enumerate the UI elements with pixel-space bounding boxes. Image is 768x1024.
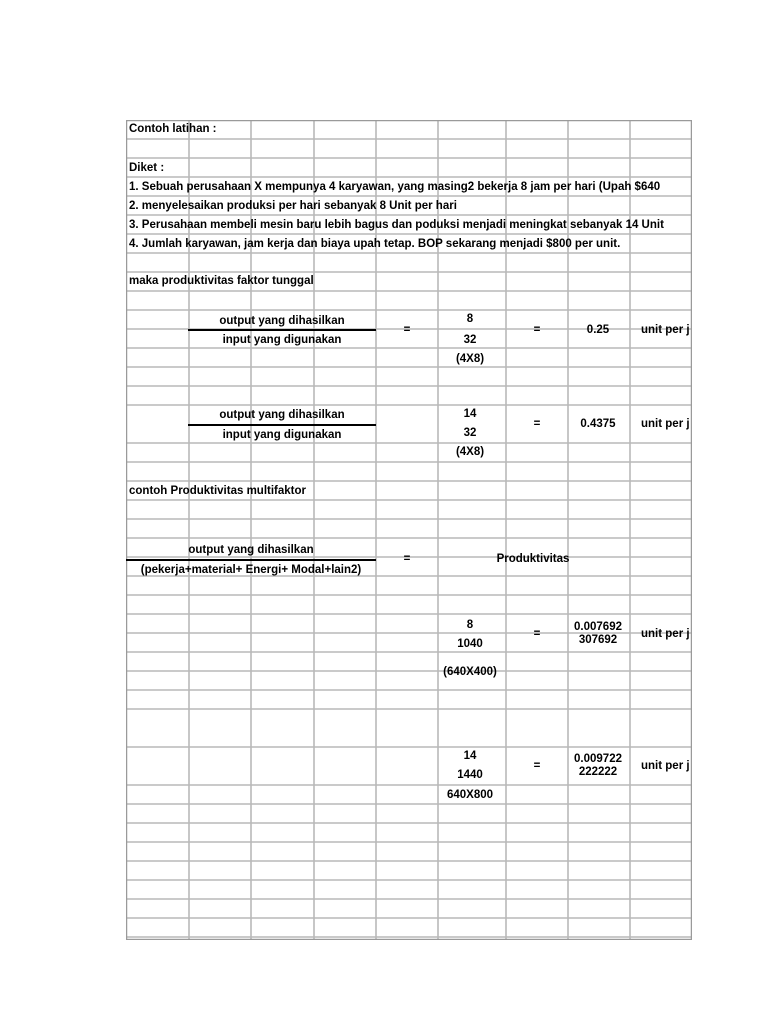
result-value: 0.25 [586,324,610,336]
denominator-value: 32 [463,334,477,346]
spreadsheet [126,120,692,940]
single-factor-title: maka produktivitas faktor tunggal [129,275,314,287]
numerator-label: output yang dihasilkan [219,315,345,327]
denominator-label: input yang digunakan [222,429,342,441]
equals-sign: = [533,628,541,640]
denominator-note: (4X8) [455,446,485,458]
unit-label: unit per j [641,418,690,430]
statement-1: 1. Sebuah perusahaan X mempunya 4 karyawan, yang masing2 bekerja 8 jam per hari (Upah $640 [129,181,661,193]
equals-sign: = [533,324,541,336]
heading: Contoh latihan : [129,123,217,135]
fraction-line [188,424,376,426]
denominator-note: 640X800 [446,789,494,801]
unit-label: unit per j [641,324,690,336]
result-value-line-2: 307692 [578,634,618,646]
result-value-line-2: 222222 [578,766,618,778]
equals-sign: = [403,553,411,565]
statement-4: 4. Jumlah karyawan, jam kerja dan biaya upah tetap. BOP sekarang menjadi $800 per unit. [129,238,621,250]
unit-label: unit per j [641,760,690,772]
denominator-value: 1440 [457,769,483,781]
result-value-line-1: 0.009722 [574,753,622,765]
result-value-line-1: 0.007692 [574,621,622,633]
fraction-line [126,559,376,561]
denominator-label: input yang digunakan [222,334,342,346]
equals-sign: = [533,418,541,430]
denominator-value: 32 [463,427,477,439]
multi-result-label: Produktivitas [496,553,570,565]
multi-factor-title: contoh Produktivitas multifaktor [129,485,306,497]
result-value: 0.4375 [580,418,616,430]
unit-label: unit per j [641,628,690,640]
denominator-value: 1040 [457,638,483,650]
statement-2: 2. menyelesaikan produksi per hari sebanyak 8 Unit per hari [129,200,457,212]
fraction-line [188,329,376,331]
numerator-value: 8 [466,619,474,631]
numerator-value: 14 [463,408,477,420]
denominator-note: (640X400) [443,666,497,678]
denominator-note: (4X8) [455,353,485,365]
numerator-label: output yang dihasilkan [219,409,345,421]
numerator-value: 14 [463,750,477,762]
multi-denominator-label: (pekerja+material+ Energi+ Modal+lain2) [140,564,362,576]
equals-sign: = [403,324,411,336]
equals-sign: = [533,760,541,772]
multi-numerator-label: output yang dihasilkan [188,544,314,556]
diket-label: Diket : [129,162,165,174]
numerator-value: 8 [466,313,474,325]
statement-3: 3. Perusahaan membeli mesin baru lebih bagus dan poduksi menjadi meningkat sebanyak 14 Unit [129,219,664,231]
